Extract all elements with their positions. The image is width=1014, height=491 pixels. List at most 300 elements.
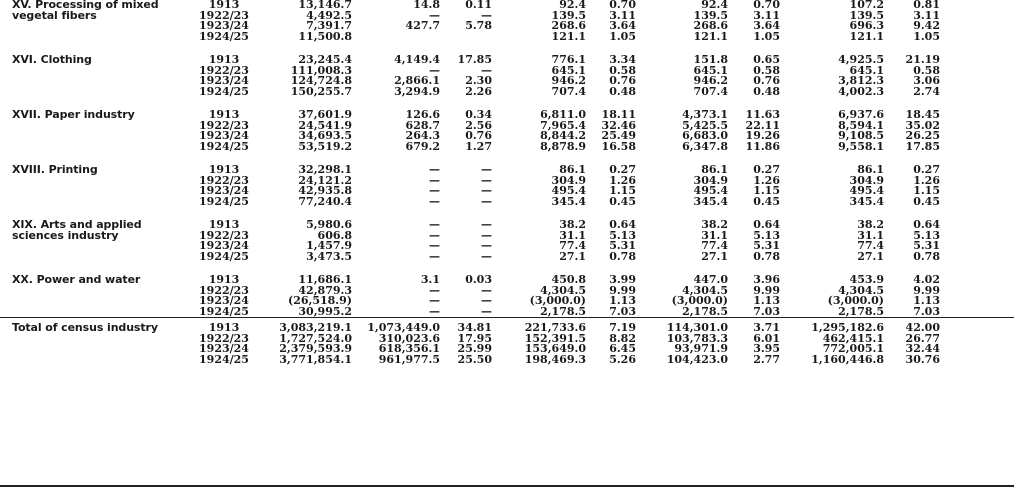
- table-row: [0, 87, 1014, 98]
- year-cell: 1924/25: [199, 304, 249, 318]
- value-cell: 126.6: [405, 108, 440, 121]
- value-cell: 0.78: [913, 249, 940, 263]
- table-row: [0, 32, 1014, 43]
- spacer-cell: [940, 307, 1014, 318]
- value-cell: 3,294.9: [394, 84, 440, 98]
- value-cell: 5.31: [753, 239, 780, 252]
- value-cell: 8,878.9: [540, 139, 586, 153]
- year-cell: 1913: [208, 321, 240, 334]
- value-cell: 17.85: [457, 53, 492, 66]
- value-cell: 139.5: [849, 8, 884, 22]
- spacer-cell: [940, 197, 1014, 208]
- row-group-label: [0, 241, 188, 252]
- spacer-cell: [940, 11, 1014, 22]
- value-cell: 268.6: [551, 19, 586, 32]
- value-cell: 53,519.2: [298, 139, 352, 153]
- value-cell: 139.5: [551, 8, 586, 22]
- row-group-label: [0, 355, 188, 366]
- value-cell: 9.42: [913, 19, 940, 32]
- row-group-label: [0, 76, 188, 87]
- value-cell: 1.13: [609, 294, 636, 307]
- value-cell: —: [481, 239, 492, 252]
- gap-cell: [940, 207, 1014, 220]
- year-cell: 1923/24: [199, 239, 249, 252]
- table-row: [0, 252, 1014, 263]
- value-cell: 0.64: [753, 218, 780, 231]
- year-cell: 1923/24: [199, 184, 249, 197]
- spacer-cell: [940, 131, 1014, 142]
- value-cell: 17.95: [457, 331, 492, 345]
- value-cell: 198,469.3: [524, 352, 586, 366]
- spacer-cell: [940, 142, 1014, 153]
- value-cell: 1.13: [753, 294, 780, 307]
- spacer-cell: [940, 241, 1014, 252]
- value-cell: 4,373.1: [682, 108, 728, 121]
- value-cell: 5.13: [609, 228, 636, 242]
- value-cell: 0.11: [465, 0, 492, 11]
- value-cell: 1.05: [753, 29, 780, 43]
- row-group-label: [0, 334, 188, 345]
- value-cell: 310,023.6: [378, 331, 440, 345]
- value-cell: 8,844.2: [540, 129, 586, 142]
- value-cell: 0.70: [609, 0, 636, 11]
- value-cell: 7.03: [609, 304, 636, 318]
- gap-cell: [940, 42, 1014, 55]
- spacer-cell: [940, 165, 1014, 176]
- value-cell: 4,304.5: [838, 283, 884, 297]
- value-cell: 92.4: [701, 0, 728, 11]
- value-cell: —: [429, 228, 440, 242]
- value-cell: 38.2: [701, 218, 728, 231]
- value-cell: 0.27: [609, 163, 636, 176]
- year-cell: 1923/24: [199, 19, 249, 32]
- value-cell: 0.58: [913, 63, 940, 77]
- value-cell: 104,423.0: [666, 352, 728, 366]
- value-cell: 18.11: [601, 108, 636, 121]
- value-cell: —: [429, 249, 440, 263]
- value-cell: —: [481, 63, 492, 77]
- value-cell: (3,000.0): [827, 294, 884, 307]
- value-cell: —: [429, 173, 440, 187]
- value-cell: 0.78: [609, 249, 636, 263]
- value-cell: 1,457.9: [306, 239, 352, 252]
- value-cell: 3.11: [609, 8, 636, 22]
- value-cell: 4,925.5: [838, 53, 884, 66]
- value-cell: 495.4: [693, 184, 728, 197]
- value-cell: —: [429, 283, 440, 297]
- gap-cell: [940, 97, 1014, 110]
- value-cell: 7.03: [753, 304, 780, 318]
- value-cell: 1,160,446.8: [811, 352, 884, 366]
- value-cell: 30,995.2: [298, 304, 352, 318]
- year-cell: 1924/25: [199, 194, 249, 208]
- gap-cell: [940, 262, 1014, 275]
- value-cell: 1.26: [609, 173, 636, 187]
- value-cell: 1.05: [913, 29, 940, 43]
- year-cell: 1922/23: [199, 8, 249, 22]
- value-cell: 153,649.0: [524, 342, 586, 355]
- value-cell: 0.81: [913, 0, 940, 11]
- spacer-cell: [940, 186, 1014, 197]
- value-cell: 8,594.1: [838, 118, 884, 132]
- value-cell: —: [429, 304, 440, 318]
- value-cell: 14.8: [413, 0, 440, 11]
- value-cell: 0.58: [753, 63, 780, 77]
- value-cell: 4,002.3: [838, 84, 884, 98]
- year-cell: 1922/23: [199, 118, 249, 132]
- value-cell: 1.26: [753, 173, 780, 187]
- value-cell: 6,937.6: [838, 108, 884, 121]
- value-cell: 114,301.0: [666, 321, 728, 334]
- gap-cell: [352, 152, 440, 165]
- value-cell: 9.99: [609, 283, 636, 297]
- value-cell: 31.1: [701, 228, 728, 242]
- value-cell: 93,971.9: [674, 342, 728, 355]
- value-cell: —: [481, 184, 492, 197]
- value-cell: 221,733.6: [524, 321, 586, 334]
- spacer-cell: [940, 231, 1014, 242]
- value-cell: 27.1: [559, 249, 586, 263]
- row-group-label: [0, 21, 188, 32]
- value-cell: 7.19: [609, 321, 636, 334]
- value-cell: 696.3: [849, 19, 884, 32]
- value-cell: 1.13: [913, 294, 940, 307]
- value-cell: —: [481, 218, 492, 231]
- value-cell: 32.46: [601, 118, 636, 132]
- value-cell: 5,980.6: [306, 218, 352, 231]
- value-cell: 37,601.9: [298, 108, 352, 121]
- value-cell: 25.50: [457, 352, 492, 366]
- value-cell: 345.4: [551, 194, 586, 208]
- value-cell: 27.1: [857, 249, 884, 263]
- value-cell: 0.27: [913, 163, 940, 176]
- spacer-cell: [940, 334, 1014, 345]
- value-cell: 3,812.3: [838, 74, 884, 87]
- value-cell: 6.45: [609, 342, 636, 355]
- spacer-cell: [940, 355, 1014, 366]
- value-cell: 2,178.5: [838, 304, 884, 318]
- value-cell: 946.2: [693, 74, 728, 87]
- year-cell: 1922/23: [199, 63, 249, 77]
- gap-cell: [940, 152, 1014, 165]
- value-cell: 7,965.4: [540, 118, 586, 132]
- value-cell: 0.64: [609, 218, 636, 231]
- value-cell: 151.8: [693, 53, 728, 66]
- value-cell: 1.15: [753, 184, 780, 197]
- value-cell: 304.9: [551, 173, 586, 187]
- value-cell: —: [481, 294, 492, 307]
- row-group-label: XV. Processing of mixed: [12, 0, 159, 11]
- value-cell: 38.2: [857, 218, 884, 231]
- value-cell: 3.64: [609, 19, 636, 32]
- value-cell: 16.58: [601, 139, 636, 153]
- value-cell: 11.63: [745, 108, 780, 121]
- value-cell: 495.4: [551, 184, 586, 197]
- value-cell: 5.13: [913, 228, 940, 242]
- row-group-label: [0, 131, 188, 142]
- value-cell: —: [429, 163, 440, 176]
- value-cell: 121.1: [693, 29, 728, 43]
- value-cell: —: [481, 249, 492, 263]
- value-cell: 2,866.1: [394, 74, 440, 87]
- value-cell: —: [429, 218, 440, 231]
- value-cell: 27.1: [701, 249, 728, 263]
- value-cell: —: [429, 294, 440, 307]
- value-cell: —: [429, 194, 440, 208]
- row-group-label: sciences industry: [12, 228, 119, 242]
- value-cell: 42.00: [905, 321, 940, 334]
- spacer-cell: [940, 296, 1014, 307]
- value-cell: 17.85: [905, 139, 940, 153]
- spacer-cell: [940, 55, 1014, 66]
- row-group-label: XIX. Arts and applied: [12, 218, 142, 231]
- row-group-label: [0, 296, 188, 307]
- value-cell: 9,108.5: [838, 129, 884, 142]
- value-cell: 32,298.1: [298, 163, 352, 176]
- value-cell: 645.1: [849, 63, 884, 77]
- year-cell: 1923/24: [199, 74, 249, 87]
- spacer-cell: [940, 87, 1014, 98]
- value-cell: 4,492.5: [306, 8, 352, 22]
- value-cell: —: [429, 8, 440, 22]
- year-cell: 1924/25: [199, 84, 249, 98]
- row-group-label: [0, 252, 188, 263]
- value-cell: 5,425.5: [682, 118, 728, 132]
- value-cell: 8.82: [609, 331, 636, 345]
- value-cell: 11,686.1: [298, 273, 352, 286]
- value-cell: 7,391.7: [306, 19, 352, 32]
- value-cell: 0.58: [609, 63, 636, 77]
- spacer-cell: [940, 21, 1014, 32]
- value-cell: 618,356.1: [378, 342, 440, 355]
- value-cell: 0.45: [753, 194, 780, 208]
- value-cell: 1,727,524.0: [279, 331, 352, 345]
- value-cell: 38.2: [559, 218, 586, 231]
- spacer-cell: [940, 110, 1014, 121]
- value-cell: 0.34: [465, 108, 492, 121]
- value-cell: 2.30: [465, 74, 492, 87]
- table-row: [0, 197, 1014, 208]
- value-cell: 34,693.5: [298, 129, 352, 142]
- value-cell: 2.56: [465, 118, 492, 132]
- spacer-cell: [940, 275, 1014, 286]
- row-group-label: [0, 186, 188, 197]
- value-cell: 3.96: [753, 273, 780, 286]
- value-cell: 9.99: [753, 283, 780, 297]
- spacer-cell: [940, 76, 1014, 87]
- value-cell: 124,724.8: [290, 74, 352, 87]
- value-cell: 1.05: [609, 29, 636, 43]
- value-cell: 946.2: [551, 74, 586, 87]
- row-group-label: [0, 176, 188, 187]
- value-cell: 264.3: [405, 129, 440, 142]
- value-cell: 3.34: [609, 53, 636, 66]
- value-cell: 34.81: [457, 321, 492, 334]
- row-group-label: [0, 87, 188, 98]
- value-cell: 22.11: [745, 118, 780, 132]
- value-cell: 107.2: [849, 0, 884, 11]
- value-cell: 1.26: [913, 173, 940, 187]
- year-cell: 1924/25: [199, 352, 249, 366]
- value-cell: 0.27: [753, 163, 780, 176]
- value-cell: 92.4: [559, 0, 586, 11]
- value-cell: 5.31: [913, 239, 940, 252]
- value-cell: 4,304.5: [682, 283, 728, 297]
- row-group-label: XX. Power and water: [12, 273, 141, 286]
- value-cell: 0.70: [753, 0, 780, 11]
- value-cell: 4,149.4: [394, 53, 440, 66]
- table-row: [0, 307, 1014, 318]
- value-cell: —: [429, 184, 440, 197]
- value-cell: 6,683.0: [682, 129, 728, 142]
- value-cell: 19.26: [745, 129, 780, 142]
- value-cell: 1.27: [465, 139, 492, 153]
- value-cell: 11,500.8: [298, 29, 352, 43]
- value-cell: 21.19: [905, 53, 940, 66]
- value-cell: 26.25: [905, 129, 940, 142]
- year-cell: 1913: [208, 108, 240, 121]
- year-cell: 1924/25: [199, 139, 249, 153]
- value-cell: 462,415.1: [822, 331, 884, 345]
- year-cell: 1913: [208, 53, 240, 66]
- value-cell: 0.76: [609, 74, 636, 87]
- spacer-cell: [940, 252, 1014, 263]
- value-cell: 13,146.7: [298, 0, 352, 11]
- year-cell: 1922/23: [199, 228, 249, 242]
- value-cell: 0.45: [609, 194, 636, 208]
- value-cell: 2,178.5: [540, 304, 586, 318]
- value-cell: 121.1: [849, 29, 884, 43]
- year-cell: 1924/25: [199, 249, 249, 263]
- value-cell: 9,558.1: [838, 139, 884, 153]
- value-cell: 2,379,593.9: [279, 342, 352, 355]
- year-cell: 1922/23: [199, 173, 249, 187]
- value-cell: 86.1: [857, 163, 884, 176]
- value-cell: 772,005.1: [822, 342, 884, 355]
- value-cell: 24,121.2: [298, 173, 352, 187]
- value-cell: 453.9: [849, 273, 884, 286]
- value-cell: 345.4: [849, 194, 884, 208]
- row-group-label: XVII. Paper industry: [12, 108, 135, 121]
- value-cell: 0.76: [465, 129, 492, 142]
- value-cell: —: [481, 8, 492, 22]
- value-cell: —: [481, 163, 492, 176]
- value-cell: 2.26: [465, 84, 492, 98]
- spacer-cell: [940, 32, 1014, 43]
- year-cell: 1913: [208, 163, 240, 176]
- value-cell: 776.1: [551, 53, 586, 66]
- value-cell: 152,391.5: [524, 331, 586, 345]
- value-cell: 707.4: [551, 84, 586, 98]
- value-cell: 2.74: [913, 84, 940, 98]
- value-cell: 645.1: [551, 63, 586, 77]
- value-cell: 3.06: [913, 74, 940, 87]
- value-cell: 0.48: [753, 84, 780, 98]
- value-cell: 7.03: [913, 304, 940, 318]
- value-cell: 3,473.5: [306, 249, 352, 263]
- spacer-cell: [940, 176, 1014, 187]
- value-cell: 0.48: [609, 84, 636, 98]
- value-cell: 5.78: [465, 19, 492, 32]
- value-cell: 645.1: [693, 63, 728, 77]
- value-cell: 6.01: [753, 331, 780, 345]
- value-cell: 0.64: [913, 218, 940, 231]
- year-cell: 1924/25: [199, 29, 249, 43]
- value-cell: 103,783.3: [666, 331, 728, 345]
- year-cell: 1913: [208, 0, 240, 11]
- value-cell: (3,000.0): [529, 294, 586, 307]
- value-cell: (26,518.9): [288, 294, 352, 307]
- spacer-cell: [940, 121, 1014, 132]
- value-cell: 304.9: [849, 173, 884, 187]
- row-group-label: [0, 344, 188, 355]
- value-cell: 3,771,854.1: [279, 352, 352, 366]
- value-cell: 606.8: [317, 228, 352, 242]
- value-cell: 3.95: [753, 342, 780, 355]
- spacer-cell: [940, 344, 1014, 355]
- value-cell: 427.7: [405, 19, 440, 32]
- row-group-label: [0, 32, 188, 43]
- year-cell: 1923/24: [199, 294, 249, 307]
- value-cell: (3,000.0): [671, 294, 728, 307]
- value-cell: —: [481, 194, 492, 208]
- value-cell: 86.1: [701, 163, 728, 176]
- value-cell: 9.99: [913, 283, 940, 297]
- value-cell: —: [429, 239, 440, 252]
- value-cell: 35.02: [905, 118, 940, 132]
- value-cell: 6,347.8: [682, 139, 728, 153]
- value-cell: 5.26: [609, 352, 636, 366]
- value-cell: 31.1: [559, 228, 586, 242]
- value-cell: 31.1: [857, 228, 884, 242]
- table-row: [0, 142, 1014, 153]
- value-cell: 3.64: [753, 19, 780, 32]
- value-cell: —: [481, 304, 492, 318]
- value-cell: 25.49: [601, 129, 636, 142]
- row-group-label: [0, 307, 188, 318]
- value-cell: 450.8: [551, 273, 586, 286]
- value-cell: 3.99: [609, 273, 636, 286]
- value-cell: 77,240.4: [298, 194, 352, 208]
- row-group-label: [0, 197, 188, 208]
- value-cell: —: [481, 173, 492, 187]
- value-cell: 86.1: [559, 163, 586, 176]
- value-cell: 11.86: [745, 139, 780, 153]
- row-group-label: XVI. Clothing: [12, 53, 92, 66]
- spacer-cell: [940, 323, 1014, 334]
- spacer-cell: [940, 0, 1014, 11]
- year-cell: 1913: [208, 273, 240, 286]
- value-cell: 304.9: [693, 173, 728, 187]
- value-cell: 111,008.3: [290, 63, 352, 77]
- year-cell: 1913: [208, 218, 240, 231]
- value-cell: 23,245.4: [298, 53, 352, 66]
- value-cell: 5.31: [609, 239, 636, 252]
- year-cell: 1922/23: [199, 283, 249, 297]
- value-cell: 32.44: [905, 342, 940, 355]
- row-group-label: [0, 286, 188, 297]
- year-cell: 1922/23: [199, 331, 249, 345]
- value-cell: 3,083,219.1: [279, 321, 352, 334]
- value-cell: 679.2: [405, 139, 440, 153]
- value-cell: 0.03: [465, 273, 492, 286]
- table-row: [0, 355, 1014, 366]
- value-cell: 628.7: [405, 118, 440, 132]
- value-cell: 6,811.0: [540, 108, 586, 121]
- year-cell: 1923/24: [199, 129, 249, 142]
- value-cell: 5.13: [753, 228, 780, 242]
- value-cell: 1.15: [913, 184, 940, 197]
